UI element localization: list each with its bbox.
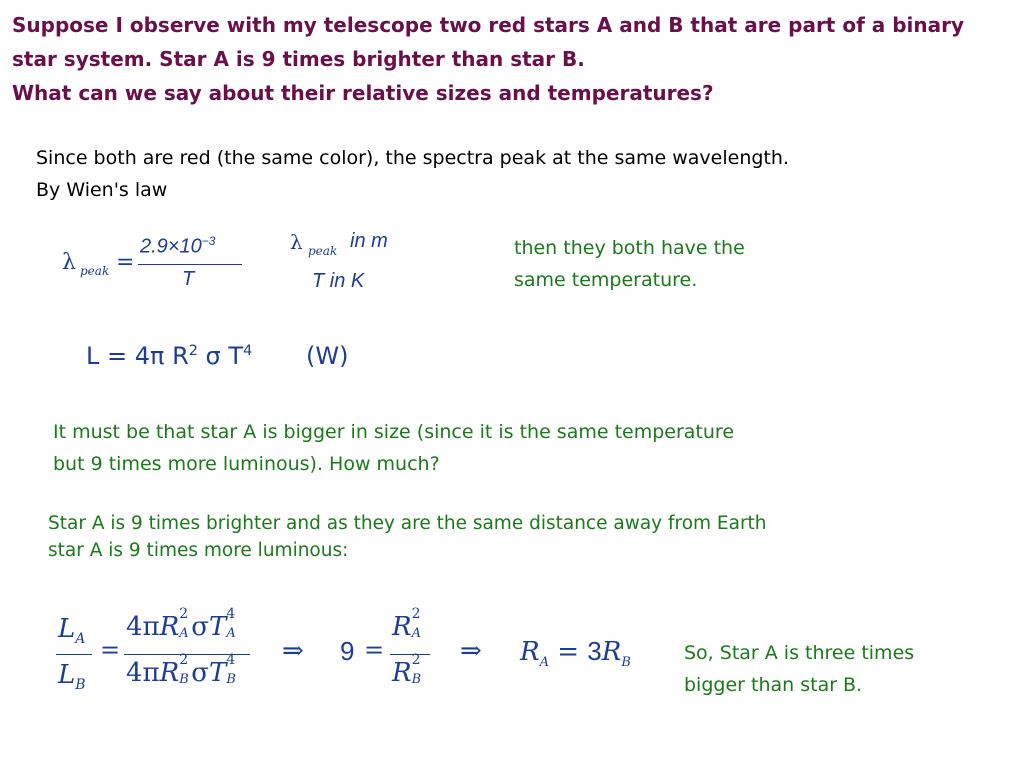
denominator-expression: 4πR 2 B σT 4 B	[126, 652, 236, 688]
luminosity-r-exponent: 2	[188, 343, 198, 359]
question-text	[12, 8, 1012, 110]
conclusion1-line-1: then they both have the	[514, 237, 745, 259]
wien-lambda-sub: peak	[80, 264, 110, 278]
implies-1: ⇒	[282, 636, 304, 666]
units-meters: in m	[350, 230, 388, 252]
luminosity-sigma-t: σ T	[197, 342, 244, 370]
conclusion-three-times	[684, 637, 914, 701]
la-symbol: $L_A$	[58, 614, 86, 648]
equals-1: =	[100, 636, 121, 664]
intro-line-1: Since both are red (the same color), the spectra peak at the same wavelength.	[36, 147, 789, 169]
equals-2: =	[364, 636, 385, 664]
wien-denominator: T	[182, 268, 195, 290]
conclusion2-line-2: bigger than star B.	[684, 674, 863, 696]
wien-numerator	[140, 234, 215, 259]
nine-value: 9	[340, 636, 355, 666]
numerator-expression: 4πR 2 A σT 4 A	[126, 606, 236, 642]
intro-text	[36, 142, 789, 206]
wien-units	[290, 228, 450, 298]
reasoning-line-2: but 9 times more luminous). How much?	[53, 453, 440, 475]
wien-numerator-exp: −3	[201, 234, 216, 248]
wien-numerator-base: 2.9×10	[140, 235, 202, 258]
lb-symbol: $L_B$	[58, 660, 86, 694]
brightness-text	[48, 510, 767, 564]
wien-lambda: λ	[62, 250, 76, 275]
intro-line-2: By Wien's law	[36, 179, 168, 201]
ra-squared: R 2 A	[392, 606, 421, 642]
conclusion1-line-2: same temperature.	[514, 269, 698, 291]
luminosity-formula	[86, 342, 252, 370]
units-lambda: λ	[290, 230, 303, 254]
luminosity-formula-text: L = 4π R	[86, 342, 189, 370]
luminosity-t-exponent: 4	[243, 343, 253, 359]
units-kelvin: T in K	[312, 270, 365, 292]
ratio-equation	[50, 608, 650, 704]
radius-fraction-line	[390, 654, 430, 655]
conclusion2-line-1: So, Star A is three times	[684, 642, 915, 664]
conclusion-same-temperature	[514, 232, 745, 296]
wien-equation	[60, 228, 250, 298]
question-line-2: star system. Star A is 9 times brighter than star B.	[12, 47, 585, 71]
wien-equals: =	[116, 250, 135, 275]
implies-2: ⇒	[460, 636, 482, 666]
result-equation: $R_A = 3R_B$	[520, 636, 631, 671]
question-line-3: What can we say about their relative sizes and temperatures?	[12, 81, 714, 105]
rb-squared: R 2 B	[392, 652, 422, 688]
brightness-line-1: Star A is 9 times brighter and as they are the same distance away from Earth	[48, 513, 767, 534]
reasoning-text	[53, 416, 734, 480]
units-lambda-sub: peak	[308, 244, 338, 258]
question-line-1: Suppose I observe with my telescope two red stars A and B that are part of a binary	[12, 13, 965, 37]
reasoning-line-1: It must be that star A is bigger in size (since it is the same temperature	[53, 421, 735, 443]
lum-fraction-line	[56, 654, 92, 655]
brightness-line-2: star A is 9 times more luminous:	[48, 540, 349, 561]
wien-fraction-line	[138, 264, 242, 265]
luminosity-unit: (W)	[306, 342, 349, 370]
